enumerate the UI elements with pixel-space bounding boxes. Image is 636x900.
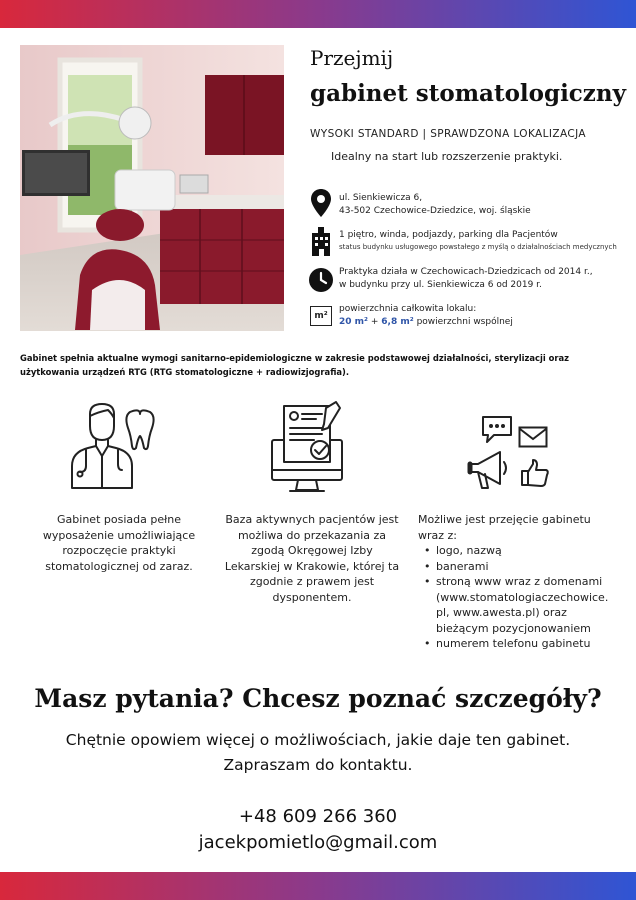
top-gradient-bar: [0, 0, 636, 28]
area-icon-text: m²: [310, 306, 332, 326]
history-row: [308, 265, 593, 295]
title-line-1: Przejmij: [310, 46, 394, 70]
dental-office-photo: [20, 45, 284, 331]
location-pin-icon: [308, 188, 334, 218]
contact-invite: [0, 728, 636, 778]
area-shared: 6,8 m²: [381, 317, 414, 327]
address-line-1: ul. Sienkiewicza 6,: [339, 193, 423, 203]
thumbs-up-icon: [520, 458, 550, 488]
tagline: Idealny na start lub rozszerzenie praktyki.: [331, 150, 563, 163]
chat-bubble-icon: [480, 414, 514, 446]
subtitle: WYSOKI STANDARD | SPRAWDZONA LOKALIZACJA: [310, 128, 586, 140]
address-line-2: 43-502 Czechowice-Dziedzice, woj. śląskie: [339, 206, 531, 216]
area-plus: +: [370, 317, 379, 327]
contact-question: Masz pytania? Chcesz poznać szczegóły?: [34, 684, 602, 713]
building-note: status budynku usługowego powstałego z myślą o działalnościach medycznych: [339, 243, 617, 251]
marketing-icons: [464, 400, 554, 496]
list-item: • logo, nazwą: [418, 543, 618, 559]
invite-line-1: Chętnie opowiem więcej o możliwościach, jakie daje ten gabinet.: [65, 731, 571, 749]
tooth-icon: [124, 408, 156, 452]
area-label: powierzchnia całkowita lokalu:: [339, 304, 477, 314]
clock-icon: [308, 265, 334, 295]
area-values: [339, 316, 513, 329]
doctor-tooth-icons: [68, 400, 158, 496]
area-m2-icon: [308, 302, 334, 330]
history-line-2: w budynku przy ul. Sienkiewicza 6 od 2019 r.: [339, 280, 542, 290]
patient-base-description: Baza aktywnych pacjentów jest możliwa do przekazania za zgodą Okręgowej Izby Lekarskiej w Krakowie, której ta zgodnie z prawem jest dysponentem.: [224, 513, 400, 604]
bottom-gradient-bar: [0, 872, 636, 900]
computer-document-icon: [270, 400, 350, 496]
area-row: [308, 302, 513, 330]
building-icon: [308, 226, 334, 256]
history-line-1: Praktyka działa w Czechowicach-Dziedzicach od 2014 r.,: [339, 267, 593, 277]
megaphone-icon: [464, 448, 510, 492]
list-item: • banerami: [418, 559, 618, 575]
list-item: • numerem telefonu gabinetu: [418, 636, 618, 652]
takeover-intro: Możliwe jest przejęcie gabinetu wraz z:: [418, 513, 591, 542]
invite-line-2: Zapraszam do kontaktu.: [223, 756, 413, 774]
sanitary-notice: Gabinet spełnia aktualne wymogi sanitarno-epidemiologiczne w zakresie podstawowej działalności, sterylizacji oraz użytkowania urządzeń RTG (RTG stomatologiczne + radiowizjografia).: [20, 353, 570, 377]
email-address[interactable]: jacekpomietlo@gmail.com: [198, 832, 438, 853]
takeover-description: [418, 512, 618, 652]
mail-icon: [518, 426, 548, 448]
takeover-list: [418, 543, 618, 652]
equipment-description: Gabinet posiada pełne wyposażenie umożliwiające rozpoczęcie praktyki stomatologicznej od zaraz.: [42, 513, 196, 573]
list-item: • stroną www wraz z domenami (www.stomatologiaczechowice. pl, www.awesta.pl) oraz bieżącym pozycjonowaniem: [418, 574, 618, 636]
phone-number[interactable]: +48 609 266 360: [238, 806, 398, 827]
building-row: [308, 226, 617, 256]
page-title: gabinet stomatologiczny: [310, 80, 626, 107]
area-shared-label: powierzchni wspólnej: [416, 317, 513, 327]
building-info: 1 piętro, winda, podjazdy, parking dla Pacjentów: [339, 230, 558, 240]
area-main: 20 m²: [339, 317, 368, 327]
address-row: [308, 188, 531, 218]
